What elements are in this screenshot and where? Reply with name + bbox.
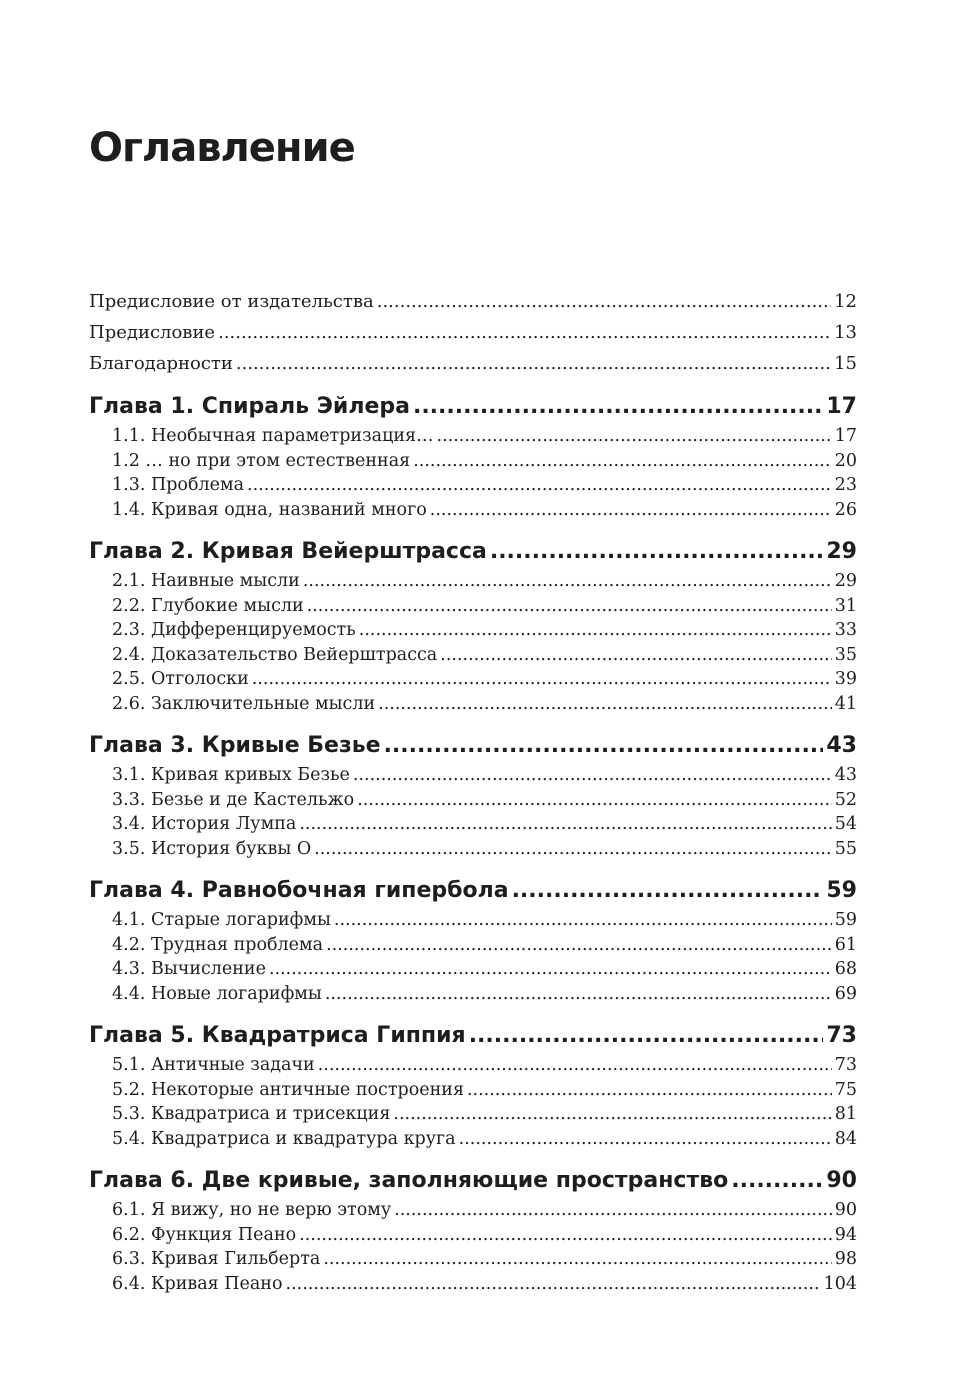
section-page: 94 — [834, 1224, 857, 1245]
toc-chapter-2[interactable] — [89, 534, 857, 569]
section-page: 84 — [834, 1128, 857, 1149]
toc-entry-foreword-publisher[interactable] — [89, 286, 857, 317]
chapter-title: Глава 2. Кривая Вейерштрасса — [89, 539, 487, 564]
toc-entry-page: 15 — [834, 353, 857, 374]
section-page: 26 — [834, 499, 857, 520]
section-page: 104 — [823, 1273, 857, 1294]
section-page: 33 — [834, 620, 857, 640]
section-page: 39 — [834, 669, 857, 689]
chapter-block-5 — [89, 1018, 857, 1151]
section-title: 2.4. Доказательство Вейерштрасса — [112, 644, 438, 665]
section-title: 5.4. Квадратриса и квадратура круга — [112, 1128, 456, 1149]
dot-leader — [218, 317, 831, 348]
toc-section[interactable] — [89, 908, 857, 933]
toc-entry-page: 12 — [834, 291, 857, 312]
chapter-block-6 — [89, 1163, 857, 1296]
section-page: 90 — [834, 1200, 857, 1220]
section-title: 6.3. Кривая Гильберта — [112, 1249, 321, 1269]
toc-chapter-5[interactable] — [89, 1018, 857, 1053]
dot-leader — [252, 667, 832, 692]
toc-entry-page: 13 — [834, 322, 857, 343]
chapter-page: 73 — [826, 1023, 857, 1048]
dot-leader — [307, 594, 832, 619]
toc-section[interactable] — [89, 837, 857, 862]
dot-leader — [299, 812, 831, 837]
toc-section[interactable] — [89, 788, 857, 813]
dot-leader — [440, 643, 831, 668]
toc-entry-foreword[interactable] — [89, 317, 857, 348]
dot-leader — [357, 788, 832, 813]
section-title: 6.1. Я вижу, но не верю этому — [112, 1200, 392, 1220]
section-page: 98 — [834, 1249, 857, 1269]
toc-section[interactable] — [89, 1272, 857, 1297]
chapter-title: Глава 3. Кривые Безье — [89, 733, 381, 758]
dot-leader — [378, 692, 832, 717]
section-title: 4.4. Новые логарифмы — [112, 983, 322, 1004]
dot-leader — [334, 908, 832, 933]
dot-leader — [394, 1198, 832, 1223]
section-title: 5.1. Античные задачи — [112, 1055, 315, 1075]
dot-leader — [269, 957, 832, 982]
chapter-block-2 — [89, 534, 857, 716]
section-page: 23 — [834, 475, 857, 495]
dot-leader — [459, 1127, 832, 1152]
chapter-page: 29 — [826, 539, 857, 564]
section-title: 2.2. Глубокие мысли — [112, 595, 304, 616]
dot-leader — [512, 873, 824, 908]
section-page: 29 — [834, 571, 857, 591]
toc-section[interactable] — [89, 812, 857, 837]
section-page: 17 — [834, 426, 857, 446]
dot-leader — [318, 1053, 832, 1078]
toc-section[interactable] — [89, 667, 857, 692]
toc-section[interactable] — [89, 1102, 857, 1127]
section-page: 69 — [834, 983, 857, 1004]
toc-section[interactable] — [89, 933, 857, 958]
section-title: 1.2 … но при этом естественная — [112, 450, 411, 471]
section-title: 6.4. Кривая Пеано — [112, 1273, 283, 1294]
dot-leader — [393, 1102, 831, 1127]
dot-leader — [236, 348, 831, 379]
toc-entry-title: Предисловие от издательства — [89, 291, 374, 312]
toc-section[interactable] — [89, 569, 857, 594]
toc-section[interactable] — [89, 498, 857, 523]
section-title: 2.5. Отголоски — [112, 669, 249, 689]
section-page: 35 — [834, 644, 857, 665]
toc-section[interactable] — [89, 473, 857, 498]
section-title: 5.2. Некоторые античные построения — [112, 1079, 464, 1100]
section-title: 3.4. История Лумпа — [112, 814, 297, 834]
chapter-title: Глава 6. Две кривые, заполняющие пространство — [89, 1168, 729, 1193]
section-page: 68 — [834, 959, 857, 979]
toc-entry-title: Предисловие — [89, 322, 216, 343]
chapter-title: Глава 5. Квадратриса Гиппия — [89, 1023, 466, 1048]
toc-chapter-6[interactable] — [89, 1163, 857, 1198]
toc-section[interactable] — [89, 1198, 857, 1223]
toc-section[interactable] — [89, 1247, 857, 1272]
page-title: Оглавление — [89, 125, 355, 171]
chapter-page: 43 — [826, 733, 857, 758]
toc-section[interactable] — [89, 424, 857, 449]
dot-leader — [314, 837, 832, 862]
dot-leader — [469, 1018, 824, 1053]
section-title: 4.2. Трудная проблема — [112, 934, 324, 955]
section-title: 4.3. Вычисление — [112, 959, 266, 979]
chapter-block-3 — [89, 728, 857, 861]
dot-leader — [437, 424, 832, 449]
toc-chapter-3[interactable] — [89, 728, 857, 763]
toc-section[interactable] — [89, 1223, 857, 1248]
section-page: 73 — [834, 1055, 857, 1075]
section-page: 20 — [834, 450, 857, 471]
chapter-title: Глава 4. Равнобочная гипербола — [89, 878, 509, 903]
section-title: 3.1. Кривая кривых Безье — [112, 765, 350, 785]
dot-leader — [326, 933, 832, 958]
toc-section[interactable] — [89, 763, 857, 788]
table-of-contents — [89, 286, 857, 1296]
section-title: 2.1. Наивные мысли — [112, 571, 300, 591]
chapter-title: Глава 1. Спираль Эйлера — [89, 394, 410, 419]
toc-section[interactable] — [89, 1127, 857, 1152]
section-page: 54 — [834, 814, 857, 834]
chapter-page: 90 — [826, 1168, 857, 1193]
toc-entry-acknowledgements[interactable] — [89, 348, 857, 379]
section-title: 1.4. Кривая одна, названий много — [112, 499, 427, 520]
section-page: 81 — [834, 1104, 857, 1124]
section-page: 55 — [834, 838, 857, 859]
section-title: 3.3. Безье и де Кастельжо — [112, 789, 355, 810]
toc-entry-title: Благодарности — [89, 353, 233, 374]
chapter-block-1 — [89, 389, 857, 522]
section-title: 1.3. Проблема — [112, 475, 245, 495]
dot-leader — [377, 286, 831, 317]
dot-leader — [467, 1078, 832, 1103]
toc-section[interactable] — [89, 449, 857, 474]
toc-section[interactable] — [89, 1053, 857, 1078]
dot-leader — [359, 618, 832, 643]
dot-leader — [247, 473, 832, 498]
dot-leader — [286, 1272, 821, 1297]
toc-section[interactable] — [89, 643, 857, 668]
section-page: 75 — [834, 1079, 857, 1100]
section-page: 41 — [834, 693, 857, 714]
section-title: 2.6. Заключительные мысли — [112, 693, 376, 714]
section-title: 5.3. Квадратриса и трисекция — [112, 1104, 391, 1124]
section-page: 31 — [834, 595, 857, 616]
dot-leader — [299, 1223, 832, 1248]
section-title: 3.5. История буквы О — [112, 838, 312, 859]
toc-section[interactable] — [89, 957, 857, 982]
dot-leader — [413, 449, 832, 474]
toc-section[interactable] — [89, 1078, 857, 1103]
toc-section[interactable] — [89, 594, 857, 619]
section-page: 52 — [834, 789, 857, 810]
toc-section[interactable] — [89, 618, 857, 643]
dot-leader — [731, 1163, 823, 1198]
toc-chapter-1[interactable] — [89, 389, 857, 424]
section-page: 43 — [834, 765, 857, 785]
dot-leader — [323, 1247, 831, 1272]
section-title: 6.2. Функция Пеано — [112, 1224, 297, 1245]
dot-leader — [430, 498, 832, 523]
dot-leader — [413, 389, 823, 424]
section-title: 4.1. Старые логарифмы — [112, 910, 331, 930]
dot-leader — [303, 569, 832, 594]
section-page: 59 — [834, 910, 857, 930]
section-page: 61 — [834, 934, 857, 955]
chapter-block-4 — [89, 873, 857, 1006]
chapter-page: 59 — [826, 878, 857, 903]
dot-leader — [384, 728, 824, 763]
toc-section[interactable] — [89, 982, 857, 1007]
dot-leader — [353, 763, 832, 788]
chapter-page: 17 — [826, 394, 857, 419]
section-title: 1.1. Необычная параметризация… — [112, 426, 434, 446]
dot-leader — [325, 982, 832, 1007]
dot-leader — [490, 534, 824, 569]
section-title: 2.3. Дифференцируемость — [112, 620, 356, 640]
toc-chapter-4[interactable] — [89, 873, 857, 908]
toc-section[interactable] — [89, 692, 857, 717]
